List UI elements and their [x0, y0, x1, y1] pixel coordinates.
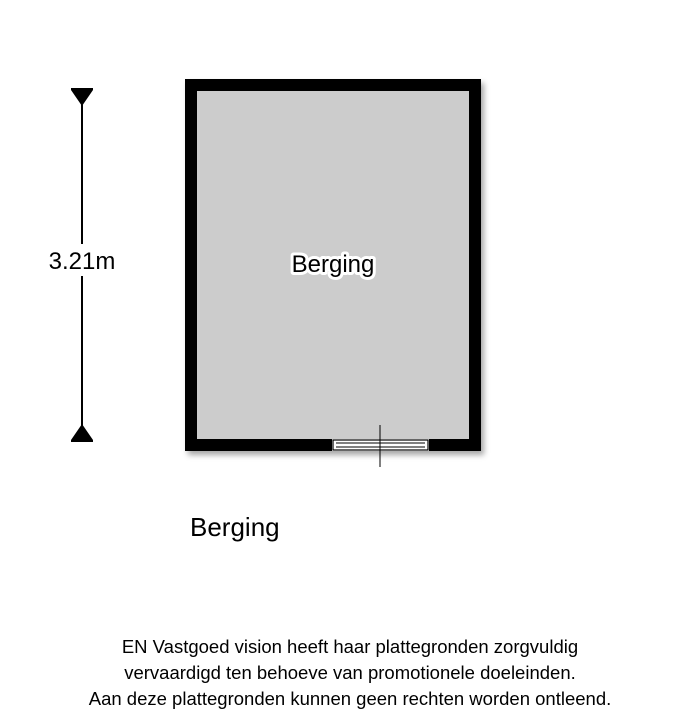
- dimension-label: 3.21m: [48, 248, 116, 275]
- disclaimer-line: Aan deze plattegronden kunnen geen rechten worden ontleend.: [88, 688, 612, 709]
- floor-title: Berging: [190, 512, 280, 542]
- disclaimer-line: vervaardigd ten behoeve van promotionele doeleinden.: [124, 662, 576, 683]
- dimension-arrow-bottom: [71, 424, 93, 440]
- dimension-line: [44, 89, 120, 441]
- room-label: Berging: [291, 251, 375, 278]
- disclaimer: [0, 634, 700, 712]
- disclaimer-line: EN Vastgoed vision heeft haar plattegronden zorgvuldig: [121, 636, 579, 657]
